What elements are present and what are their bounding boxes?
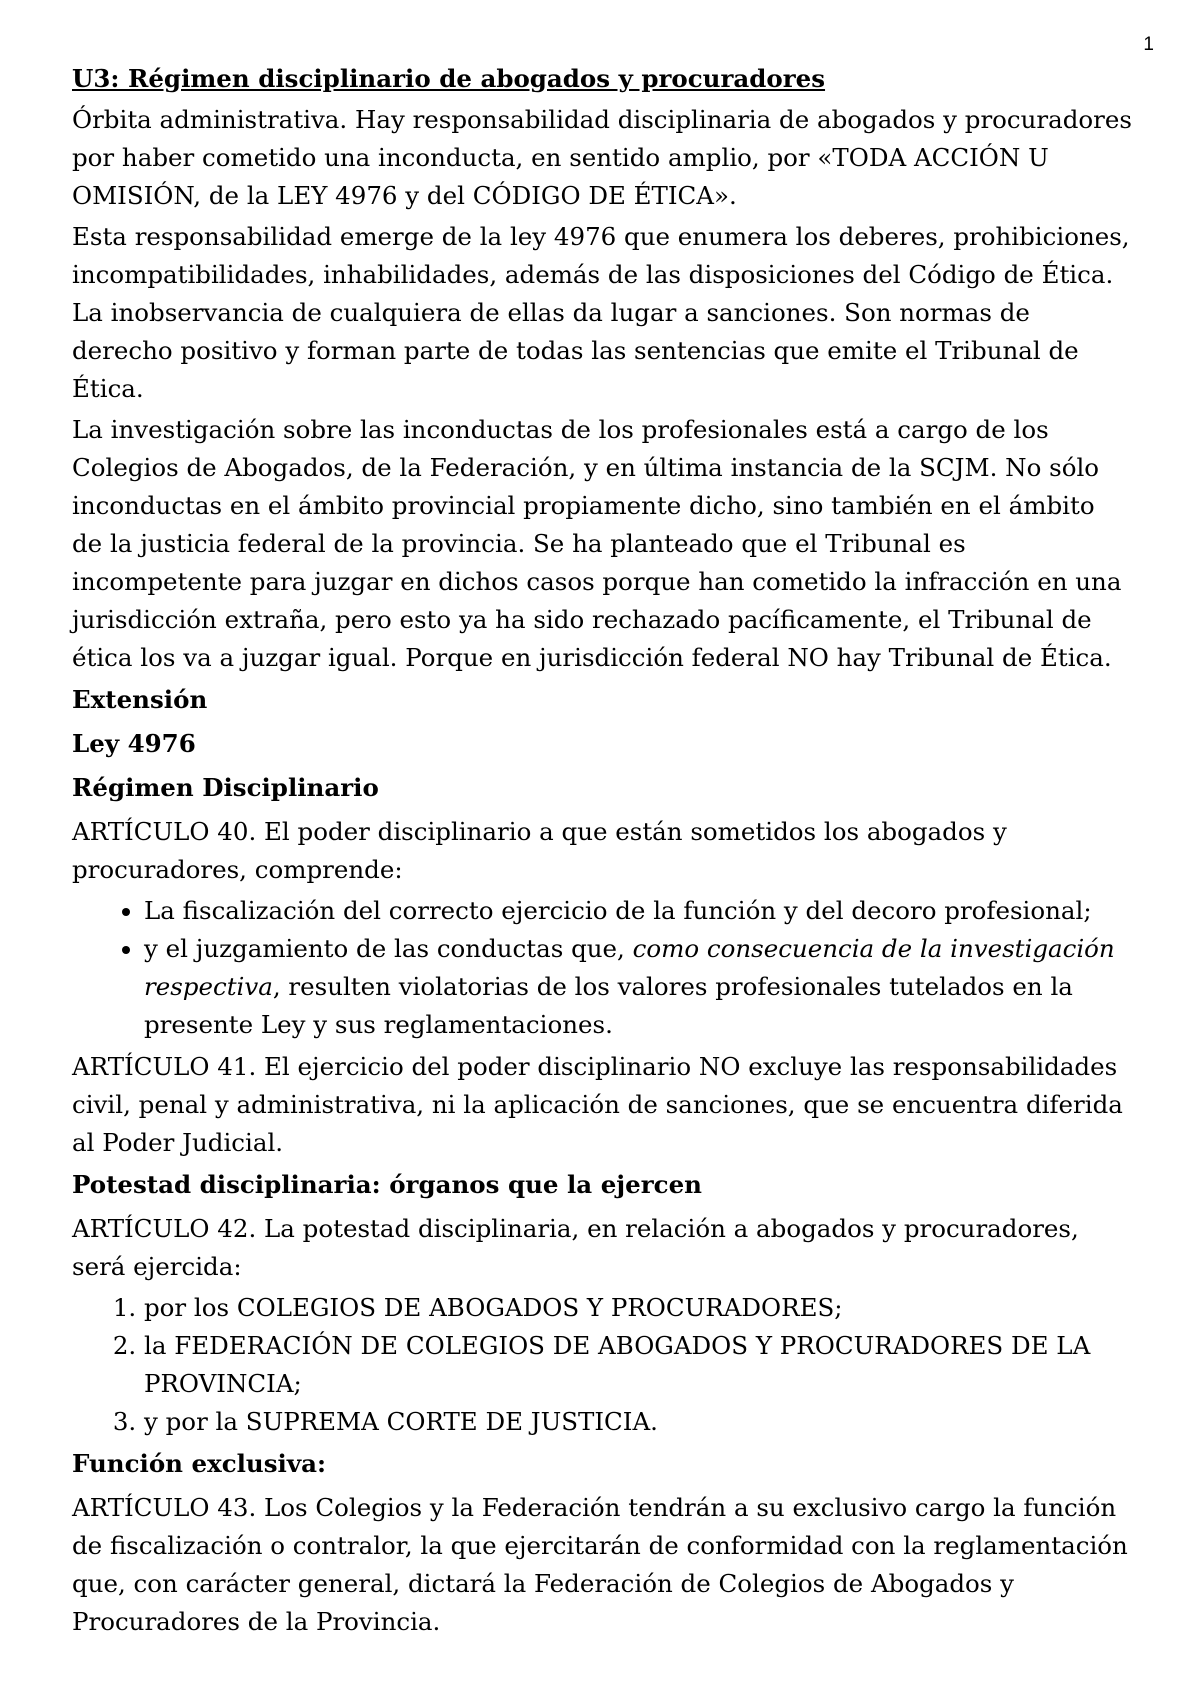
list-item: 2. la FEDERACIÓN DE COLEGIOS DE ABOGADOS Y PROCURADORES DE LA PROVINCIA;: [144, 1327, 1132, 1403]
article-43: ARTÍCULO 43. Los Colegios y la Federación tendrán a su exclusivo cargo la función de fiscalización o contralor, la que ejercitarán de conformidad con la reglamentación que, con carácter general, dictará la Federación de Colegios de Abogados y Procuradores de la Provincia.: [72, 1493, 1128, 1636]
article-40-intro: ARTÍCULO 40. El poder disciplinario a que están sometidos los abogados y procuradores, comprende:: [72, 817, 1007, 884]
article-41: ARTÍCULO 41. El ejercicio del poder disciplinario NO excluye las responsabilidades civil, penal y administrativa, ni la aplicación de sanciones, que se encuentra diferida al Poder Judicial.: [72, 1052, 1123, 1157]
list-item: [144, 892, 1132, 930]
bullet-text-pre: y el juzgamiento de las conductas que,: [144, 934, 633, 963]
bullet-text: La fiscalización del correcto ejercicio de la función y del decoro profesional;: [144, 896, 1092, 925]
bullet-text-emphasis: como consecuencia de la investigación respectiva: [144, 934, 1115, 1001]
heading-potestad: Potestad disciplinaria: órganos que la ejercen: [72, 1170, 702, 1199]
paragraph-orbita: Órbita administrativa. Hay responsabilidad disciplinaria de abogados y procuradores por haber cometido una inconducta, en sentido amplio, por «TODA ACCIÓN U OMISIÓN, de la LEY 4976 y del CÓDIGO DE ÉTICA».: [72, 105, 1132, 210]
list-item: 3. y por la SUPREMA CORTE DE JUSTICIA.: [144, 1403, 1132, 1441]
heading-extension: Extensión: [72, 685, 208, 714]
paragraph-investigacion: La investigación sobre las inconductas de los profesionales está a cargo de los Colegios de Abogados, de la Federación, y en última instancia de la SCJM. No sólo inconductas en el ámbito provincial propiamente dicho, sino también en el ámbito de la justicia federal de la provincia. Se ha planteado que el Tribunal es incompetente para juzgar en dichos casos porque han cometido la infracción en una jurisdicción extraña, pero esto ya ha sido rechazado pacíficamente, el Tribunal de ética los va a juzgar igual. Porque en jurisdicción federal NO hay Tribunal de Ética.: [72, 415, 1122, 672]
article-42-list: [72, 1289, 1132, 1441]
document-title: U3: Régimen disciplinario de abogados y procuradores: [72, 64, 826, 93]
bullet-text-post: , resulten violatorias de los valores profesionales tutelados en la presente Ley y sus reglamentaciones.: [144, 972, 1073, 1039]
paragraph-responsabilidad: Esta responsabilidad emerge de la ley 4976 que enumera los deberes, prohibiciones, incompatibilidades, inhabilidades, además de las disposiciones del Código de Ética. La inobservancia de cualquiera de ellas da lugar a sanciones. Son normas de derecho positivo y forman parte de todas las sentencias que emite el Tribunal de Ética.: [72, 222, 1130, 403]
heading-regimen: Régimen Disciplinario: [72, 773, 379, 802]
article-42-intro: ARTÍCULO 42. La potestad disciplinaria, en relación a abogados y procuradores, será ejercida:: [72, 1214, 1079, 1281]
heading-ley: Ley 4976: [72, 729, 196, 758]
document-body: [72, 60, 1132, 1644]
article-40-list: [72, 892, 1132, 1044]
list-item: 1. por los COLEGIOS DE ABOGADOS Y PROCURADORES;: [144, 1289, 1132, 1327]
list-item: [144, 930, 1132, 1044]
page-number: 1: [1143, 34, 1154, 55]
heading-funcion: Función exclusiva:: [72, 1449, 326, 1478]
